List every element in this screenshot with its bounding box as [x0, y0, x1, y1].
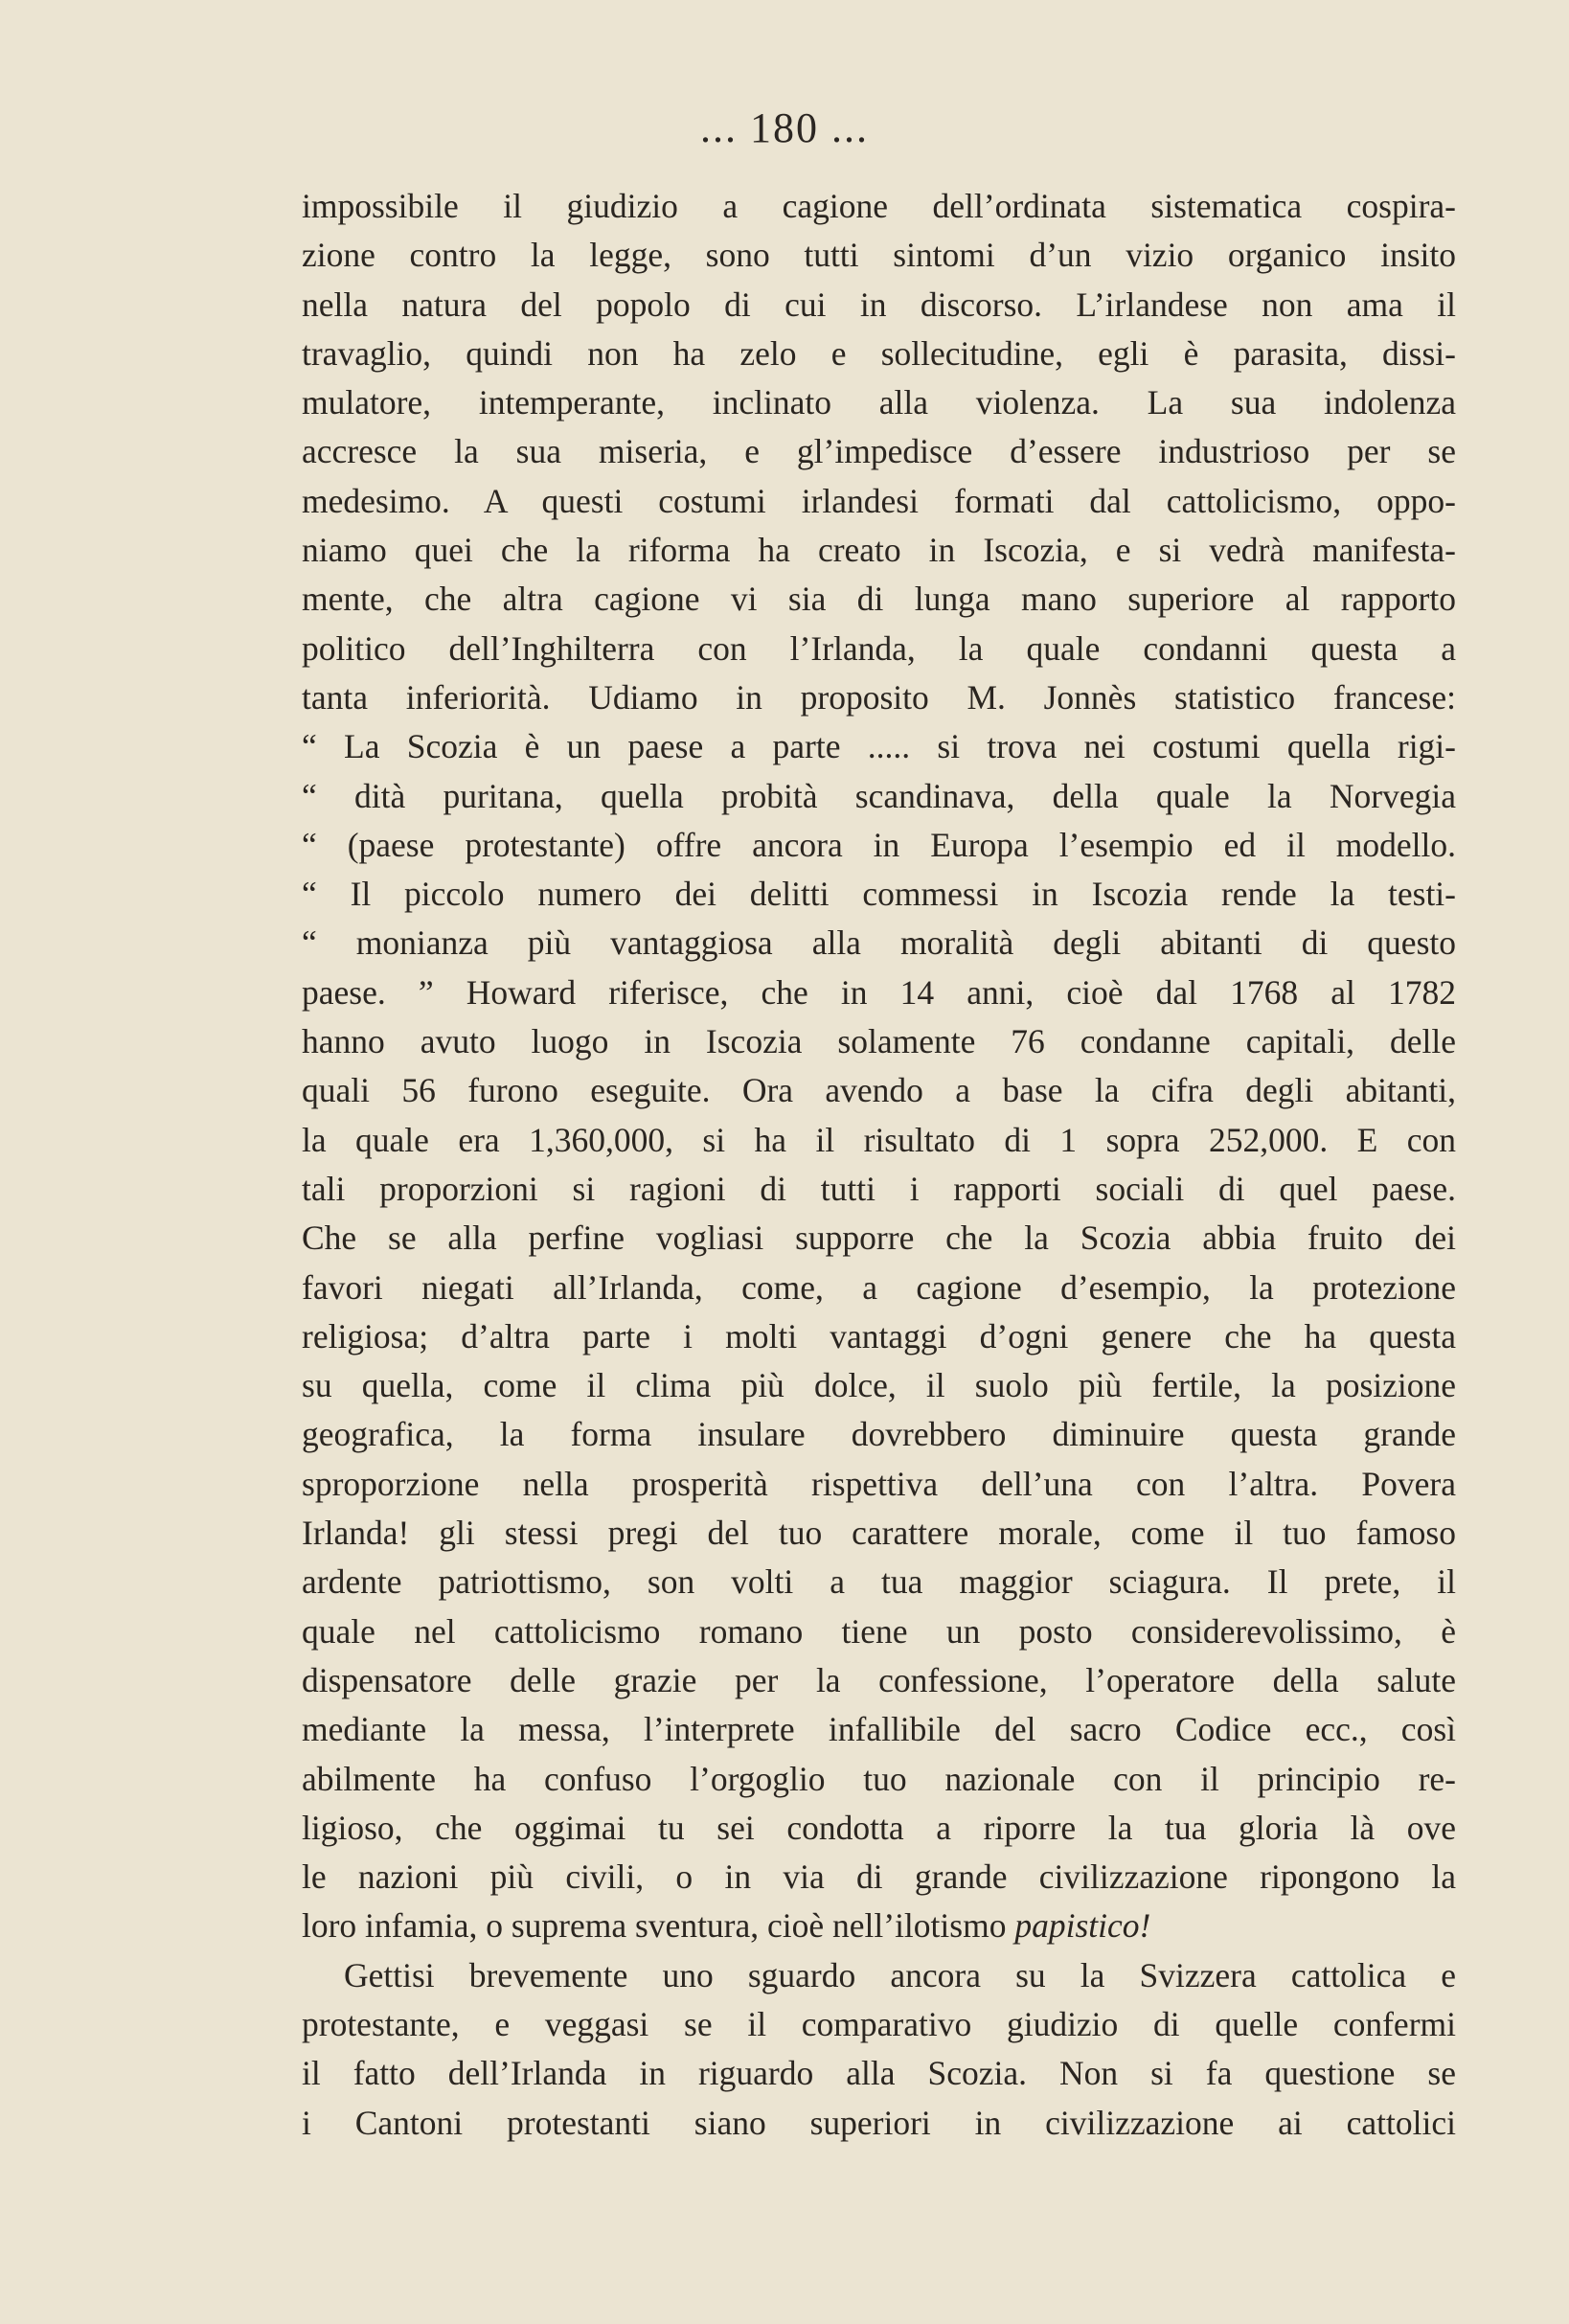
- quote-line: “ Il piccolo numero dei delitti commessi in Iscozia rende la testi-: [302, 875, 1456, 914]
- text-line: dispensatore delle grazie per la confessione, l’operatore della salute: [302, 1660, 1456, 1699]
- text-line: paese. ” Howard riferisce, che in 14 anni, cioè dal 1768 al 1782: [302, 972, 1456, 1012]
- text-line: mulatore, intemperante, inclinato alla violenza. La sua indolenza: [302, 383, 1456, 422]
- text-line: mediante la messa, l’interprete infallibile del sacro Codice ecc., così: [302, 1710, 1456, 1749]
- text-line: impossibile il giudizio a cagione dell’ordinata sistematica cospira-: [302, 187, 1456, 225]
- text-line: la quale era 1,360,000, si ha il risultato di 1 sopra 252,000. E con: [302, 1120, 1456, 1159]
- text-line: religiosa; d’altra parte i molti vantaggi d’ogni genere che ha questa: [302, 1316, 1456, 1356]
- text-line: i Cantoni protestanti siano superiori in civilizzazione ai cattolici: [302, 2103, 1456, 2142]
- text-line: ligioso, che oggimai tu sei condotta a riporre la tua gloria là ove: [302, 1808, 1456, 1847]
- text-line: su quella, come il clima più dolce, il suolo più fertile, la posizione: [302, 1366, 1456, 1405]
- text-line: mente, che altra cagione vi sia di lunga mano superiore al rapporto: [302, 580, 1456, 619]
- quote-line: “ monianza più vantaggiosa alla moralità degli abitanti di questo: [302, 923, 1456, 963]
- text-line: travaglio, quindi non ha zelo e sollecitudine, egli è parasita, dissi-: [302, 333, 1456, 373]
- paragraph-2: [302, 1951, 1456, 2148]
- paragraph-1: [302, 182, 1456, 1951]
- text-line: medesimo. A questi costumi irlandesi formati dal cattolicismo, oppo-: [302, 481, 1456, 520]
- body-text: [302, 182, 1456, 2148]
- text-line: ardente patriottismo, son volti a tua maggior sciagura. Il prete, il: [302, 1562, 1456, 1602]
- quote-line: “ dità puritana, quella probità scandinava, della quale la Norvegia: [302, 776, 1456, 815]
- text-line: geografica, la forma insulare dovrebbero diminuire questa grande: [302, 1415, 1456, 1454]
- text-line: hanno avuto luogo in Iscozia solamente 76 condanne capitali, delle: [302, 1022, 1456, 1061]
- text-line: tanta inferiorità. Udiamo in proposito M. Jonnès statistico francese:: [302, 677, 1456, 717]
- text-line: protestante, e veggasi se il comparativo giudizio di quelle confermi: [302, 2004, 1456, 2043]
- text-line-last: [302, 1902, 1456, 1950]
- text-line: quali 56 furono eseguite. Ora avendo a base la cifra degli abitanti,: [302, 1071, 1456, 1110]
- text-line: niamo quei che la riforma ha creato in Iscozia, e si vedrà manifesta-: [302, 531, 1456, 570]
- text-line: Irlanda! gli stessi pregi del tuo carattere morale, come il tuo famoso: [302, 1514, 1456, 1553]
- text-line: il fatto dell’Irlanda in riguardo alla Scozia. Non si fa questione se: [302, 2054, 1456, 2093]
- text-line: Che se alla perfine vogliasi supporre che la Scozia abbia fruito dei: [302, 1219, 1456, 1258]
- text-line: tali proporzioni si ragioni di tutti i rapporti sociali di quel paese.: [302, 1169, 1456, 1208]
- text-line: favori niegati all’Irlanda, come, a cagione d’esempio, la protezione: [302, 1267, 1456, 1307]
- text-line: politico dell’Inghilterra con l’Irlanda, la quale condanni questa a: [302, 628, 1456, 668]
- text-line: zione contro la legge, sono tutti sintomi d’un vizio organico insito: [302, 236, 1456, 275]
- text-line: quale nel cattolicismo romano tiene un posto considerevolissimo, è: [302, 1611, 1456, 1651]
- page-number: ... 180 ...: [700, 104, 869, 151]
- quote-line: “ (paese protestante) offre ancora in Europa l’esempio ed il modello.: [302, 825, 1456, 864]
- text-line: accresce la sua miseria, e gl’impedisce d’essere industrioso per se: [302, 432, 1456, 471]
- text-line-indented: Gettisi brevemente uno sguardo ancora su la Svizzera cattolica e: [344, 1955, 1456, 1994]
- text-line: abilmente ha confuso l’orgoglio tuo nazionale con il principio re-: [302, 1759, 1456, 1798]
- text-line: nella natura del popolo di cui in discorso. L’irlandese non ama il: [302, 285, 1456, 324]
- quote-line: “ La Scozia è un paese a parte ..... si trova nei costumi quella rigi-: [302, 727, 1456, 766]
- text-line: le nazioni più civili, o in via di grande civilizzazione ripongono la: [302, 1857, 1456, 1897]
- last-line-text: loro infamia, o suprema sventura, cioè nell’ilotismo: [302, 1906, 1007, 1946]
- italic-word: papistico!: [1014, 1906, 1151, 1946]
- text-line: sproporzione nella prosperità rispettiva dell’una con l’altra. Povera: [302, 1464, 1456, 1503]
